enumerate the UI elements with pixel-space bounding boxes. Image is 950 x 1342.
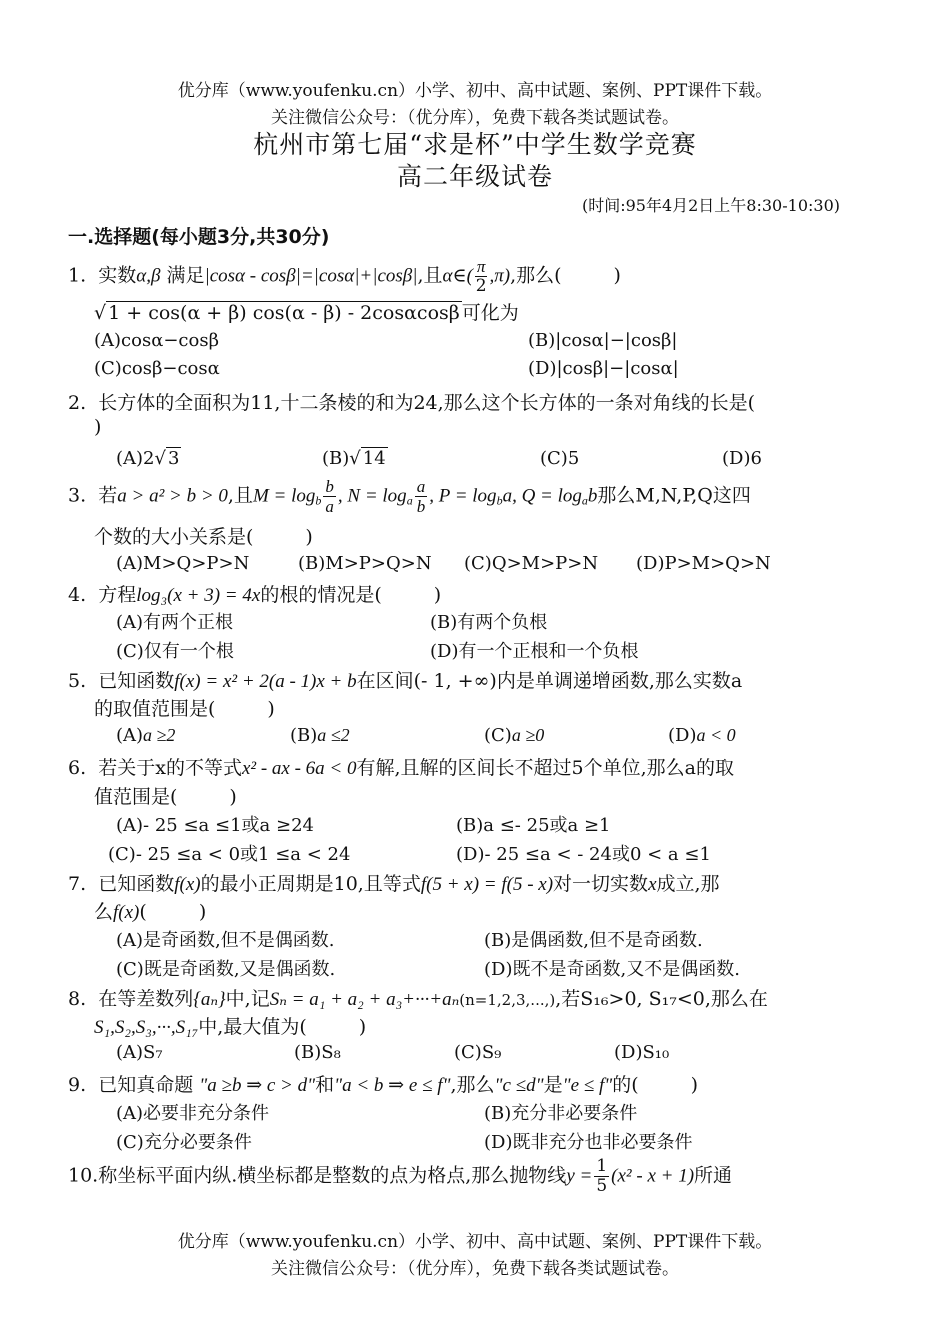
q7-line2f: f(x) <box>113 902 140 923</box>
q5-func: f(x) = x² + 2(a - 1)x + b <box>174 671 357 692</box>
q3-line2: 个数的大小关系是( <box>94 526 254 548</box>
q4-close: ) <box>433 584 442 606</box>
header-line-1: 优分库（www.youfenku.cn）小学、初中、高中试题、案例、PPT课件下载。 <box>177 81 773 101</box>
q3-q: , Q = log <box>512 485 582 507</box>
q1-cond-a: 满足 <box>166 264 205 287</box>
q7-mid: 的最小正周期是10,且等式 <box>200 873 421 895</box>
q9-tail: 的( <box>612 1074 639 1096</box>
q3-n-base: a <box>406 493 413 508</box>
q5-a-label: (A) <box>116 725 144 746</box>
q6-close: ) <box>229 786 237 808</box>
q7-tail: 成立,那 <box>656 873 720 895</box>
q5-num: 5. <box>68 670 87 692</box>
q2-option-d: (D)6 <box>722 448 762 469</box>
q10-f-den: 5 <box>596 1176 608 1196</box>
q3-m: M = log <box>252 485 316 507</box>
q2-option-b <box>322 448 388 469</box>
q8-mid: 中,记 <box>225 988 270 1010</box>
q1-range-end: ,π) <box>489 265 511 287</box>
q8-seq: {aₙ} <box>193 989 226 1010</box>
exam-time: (时间:95年4月2日上午8:30-10:30) <box>581 196 840 215</box>
q2-close: ) <box>94 416 102 438</box>
q9-p1: "a ≥b ⇒ c > d" <box>199 1075 316 1096</box>
q5-b: a ≤2 <box>317 725 350 745</box>
q1-num: 1. <box>68 264 87 287</box>
q6-option-a: (A)- 25 ≤a ≤1或a ≥24 <box>116 815 314 836</box>
q2-b-label: (B) <box>322 448 350 469</box>
q3-lead: 若 <box>98 484 118 507</box>
q6-ineq: x² - ax - 6a < 0 <box>241 758 357 779</box>
q1-sqrt-expr: 1 + cos(α + β) cos(α - β) - 2cosαcosβ <box>108 302 460 324</box>
q1-tail2: 可化为 <box>461 302 519 324</box>
footer-line-1: 优分库（www.youfenku.cn）小学、初中、高中试题、案例、PPT课件下载。 <box>177 1232 773 1252</box>
q5-tail: 内是单调递增函数,那么实数a <box>496 670 743 692</box>
q4-num: 4. <box>68 584 87 606</box>
q7-line2a: 么 <box>94 901 114 923</box>
q2-num: 2. <box>68 392 87 414</box>
q6-option-b: (B)a ≤- 25或a ≥1 <box>456 815 611 836</box>
q8-line2a: S₁,S₂,S₃,···,S₁₇ <box>94 1017 199 1038</box>
q3-p: , P = log <box>429 485 497 507</box>
q3-ineq: a > a² > b > 0 <box>117 485 228 507</box>
question-8 <box>68 984 768 1011</box>
exam-title: 杭州市第七届“求是杯”中学生数学竞赛 <box>253 130 697 159</box>
q1-pi-fraction <box>475 258 488 295</box>
q7-close: ) <box>198 901 207 923</box>
q4-option-b: (B)有两个负根 <box>430 612 548 633</box>
q4-option-c: (C)仅有一个根 <box>116 641 234 662</box>
question-10 <box>68 1158 732 1195</box>
q8-option-d: (D)S₁₀ <box>614 1042 670 1063</box>
q1-lead: 实数 <box>98 264 137 287</box>
sqrt-symbol: √ <box>94 302 107 324</box>
q2-a-rad: 3 <box>167 448 180 469</box>
q5-close: ) <box>267 698 275 720</box>
q5-d: a < 0 <box>696 725 736 745</box>
q1-option-d: (D)|cosβ|−|cosα| <box>528 358 679 379</box>
question-7 <box>68 869 720 896</box>
question-3-line-2 <box>94 522 313 549</box>
q3-m-den: a <box>325 497 334 516</box>
q7-mid2: 对一切实数 <box>553 873 649 895</box>
q5-a: a ≥2 <box>143 725 176 745</box>
q6-tail: 有解,且解的区间长不超过5个单位,那么a的取 <box>356 757 734 779</box>
q1-cond-b: ,且 <box>417 264 443 287</box>
q10-y: y = <box>566 1165 593 1187</box>
sqrt-symbol: √ <box>349 448 361 469</box>
header-line-2: 关注微信公众号：（优分库），免费下载各类试题试卷。 <box>271 108 679 128</box>
q3-option-c: (C)Q>M>P>N <box>464 553 599 574</box>
q5-option-a <box>116 725 175 746</box>
q8-line2b: 中,最大值为( <box>198 1016 307 1038</box>
q5-lead: 已知函数 <box>98 670 175 692</box>
q10-f-num: 1 <box>596 1156 608 1176</box>
q9-lead: 已知真命题 <box>98 1074 194 1096</box>
sqrt-symbol: √ <box>154 448 166 469</box>
q2-a-val: 2 <box>143 448 155 469</box>
q4-tail: 的根的情况是( <box>260 584 382 606</box>
q1-option-a: (A)cosα−cosβ <box>94 330 219 351</box>
q9-close: ) <box>690 1074 699 1096</box>
q5-option-d <box>668 725 736 746</box>
q7-lead: 已知函数 <box>98 873 175 895</box>
question-6-line-2 <box>94 782 237 809</box>
q5-d-label: (D) <box>668 725 697 746</box>
q3-p-base: b <box>496 493 503 508</box>
q5-option-b <box>290 725 350 746</box>
q9-and: 和 <box>315 1074 335 1096</box>
q5-c-label: (C) <box>484 725 512 746</box>
q1-cond-formula: |cosα - cosβ|=|cosα|+|cosβ| <box>204 265 418 287</box>
q5-option-c <box>484 725 544 746</box>
q2-option-c: (C)5 <box>540 448 580 469</box>
q1-pi-den: 2 <box>475 276 487 296</box>
q8-lead: 在等差数列 <box>98 988 194 1010</box>
q1-tail: ,那么( <box>510 264 562 287</box>
q7-option-b: (B)是偶函数,但不是奇函数. <box>484 930 703 951</box>
q8-num: 8. <box>68 988 87 1010</box>
q1-option-c: (C)cosβ−cosα <box>94 358 220 379</box>
q10-fraction <box>594 1158 609 1195</box>
question-7-line-2 <box>94 897 206 924</box>
q3-comma: ,且 <box>227 484 253 507</box>
q6-lead: 若关于x的不等式 <box>98 757 242 779</box>
q8-option-c: (C)S₉ <box>454 1042 502 1063</box>
q9-mid: ,那么 <box>450 1074 495 1096</box>
q6-line2: 值范围是( <box>94 786 178 808</box>
q7-option-d: (D)既不是奇函数,又不是偶函数. <box>484 959 740 980</box>
q4-eq: log₃(x + 3) = 4x <box>136 585 261 606</box>
question-1-line-2 <box>94 298 519 325</box>
q9-option-b: (B)充分非必要条件 <box>484 1103 638 1124</box>
q9-p4: "e ≤ f" <box>562 1075 613 1096</box>
q6-option-c: (C)- 25 ≤a < 0或1 ≤a < 24 <box>108 844 351 865</box>
q8-option-a: (A)S₇ <box>116 1042 163 1063</box>
q3-close: ) <box>305 526 313 548</box>
q3-n: , N = log <box>337 485 407 507</box>
q8-cond: ,若S₁₆>0, S₁₇<0,那么在 <box>555 988 768 1010</box>
q1-close: ) <box>613 264 621 287</box>
q10-num: 10. <box>68 1164 99 1187</box>
q7-option-a: (A)是奇函数,但不是偶函数. <box>116 930 335 951</box>
q8-sum: Sₙ = a₁ + a₂ + a₃+···+aₙ <box>269 989 460 1010</box>
q5-mid: 在区间 <box>356 670 414 692</box>
q5-interval: (- 1, +∞) <box>413 670 497 692</box>
q1-option-b: (B)|cosα|−|cosβ| <box>528 330 678 351</box>
q3-q-base: a <box>581 493 588 508</box>
q1-pi-num: π <box>476 257 486 276</box>
q9-option-a: (A)必要非充分条件 <box>116 1103 270 1124</box>
q9-option-d: (D)既非充分也非必要条件 <box>484 1132 693 1153</box>
question-3 <box>68 478 751 515</box>
q2-text: 长方体的全面积为11,十二条棱的和为24,那么这个长方体的一条对角线的长是( <box>98 392 756 414</box>
q7-x: x <box>648 874 657 895</box>
q6-num: 6. <box>68 757 87 779</box>
q3-m-num: b <box>325 477 334 496</box>
q4-option-a: (A)有两个正根 <box>116 612 234 633</box>
section-heading: 一.选择题(每小题3分,共30分) <box>68 226 330 248</box>
q3-option-d: (D)P>M>Q>N <box>636 553 771 574</box>
q3-n-fraction <box>415 478 428 515</box>
question-8-line-2 <box>94 1012 366 1039</box>
q2-b-rad: 14 <box>362 448 386 469</box>
question-1 <box>68 258 621 295</box>
question-5 <box>68 666 742 693</box>
q9-p2: "a < b ⇒ e ≤ f" <box>334 1075 451 1096</box>
q9-option-c: (C)充分必要条件 <box>116 1132 252 1153</box>
question-6 <box>68 753 734 780</box>
q7-f: f(x) <box>174 874 201 895</box>
q4-option-d: (D)有一个正根和一个负根 <box>430 641 639 662</box>
question-2 <box>68 388 755 415</box>
q3-option-a: (A)M>Q>P>N <box>116 553 250 574</box>
question-5-line-2 <box>94 694 275 721</box>
q3-n-num: a <box>416 477 426 496</box>
q10-lead: 称坐标平面内纵.横坐标都是整数的点为格点,那么抛物线 <box>98 1164 567 1187</box>
q5-b-label: (B) <box>290 725 318 746</box>
q3-tail: 那么M,N,P,Q这四 <box>597 484 751 507</box>
q7-option-c: (C)既是奇函数,又是偶函数. <box>116 959 336 980</box>
q3-p-arg: a <box>502 485 513 507</box>
q3-q-arg: b <box>587 485 598 507</box>
q4-lead: 方程 <box>98 584 137 606</box>
q7-num: 7. <box>68 873 87 895</box>
q1-vars: α,β <box>136 265 161 287</box>
q5-line2: 的取值范围是( <box>94 698 216 720</box>
exam-subtitle: 高二年级试卷 <box>396 162 553 191</box>
q10-expr: (x² - x + 1) <box>611 1165 695 1187</box>
q7-line2b: ( <box>139 901 147 923</box>
q8-n-range: (n=1,2,3,...,) <box>459 991 556 1009</box>
q3-num: 3. <box>68 484 87 507</box>
q5-c: a ≥0 <box>511 725 545 745</box>
q8-close: ) <box>358 1016 367 1038</box>
q2-option-a <box>116 448 181 469</box>
q1-range: α∈( <box>442 265 473 287</box>
q3-m-fraction <box>323 478 336 515</box>
q7-eq: f(5 + x) = f(5 - x) <box>420 874 554 895</box>
q3-n-den: b <box>416 497 426 516</box>
q9-num: 9. <box>68 1074 87 1096</box>
q2-a-label: (A) <box>116 448 144 469</box>
q10-tail: 所通 <box>694 1164 733 1187</box>
question-9 <box>68 1070 698 1097</box>
q3-option-b: (B)M>P>Q>N <box>298 553 432 574</box>
footer-line-2: 关注微信公众号：（优分库），免费下载各类试题试卷。 <box>271 1259 679 1279</box>
q8-option-b: (B)S₈ <box>294 1042 341 1063</box>
q3-m-base: b <box>315 493 322 508</box>
q9-is: 是 <box>543 1074 563 1096</box>
q6-option-d: (D)- 25 ≤a < - 24或0 < a ≤1 <box>456 844 711 865</box>
q9-p3: "c ≤d" <box>494 1075 544 1096</box>
question-4 <box>68 580 441 607</box>
